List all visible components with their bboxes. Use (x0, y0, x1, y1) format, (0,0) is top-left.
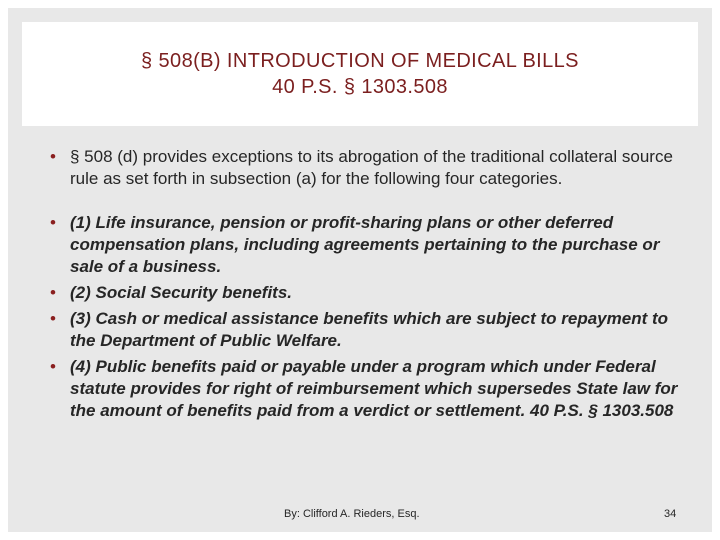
bullet-category-3: • (3) Cash or medical assistance benefits which are subject to repayment to the Department of Public Welfare. (50, 308, 680, 352)
title-box (22, 22, 698, 126)
bullet-category-4: • (4) Public benefits paid or payable under a program which under Federal statute provides for right of reimbursement which supersedes State law for the amount of benefits paid from a verdict or settlement. 40 P.S. § 1303.508 (50, 356, 680, 422)
page-number: 34 (664, 508, 677, 520)
bullet-category-1: • (1) Life insurance, pension or profit-sharing plans or other deferred compensation plans, including agreements pertaining to the purchase or sale of a business. (50, 212, 680, 278)
slide-title-line-1: § 508(B) INTRODUCTION OF MEDICAL BILLS (141, 50, 579, 72)
bullet-intro: • § 508 (d) provides exceptions to its abrogation of the traditional collateral source rule as set forth in subsection (a) for the following four categories. (50, 146, 680, 190)
footer-author: By: Clifford A. Rieders, Esq. (284, 508, 420, 520)
slide-title-line-2: 40 P.S. § 1303.508 (272, 76, 448, 98)
bullet-category-2: • (2) Social Security benefits. (50, 282, 680, 304)
slide-content (50, 146, 680, 426)
